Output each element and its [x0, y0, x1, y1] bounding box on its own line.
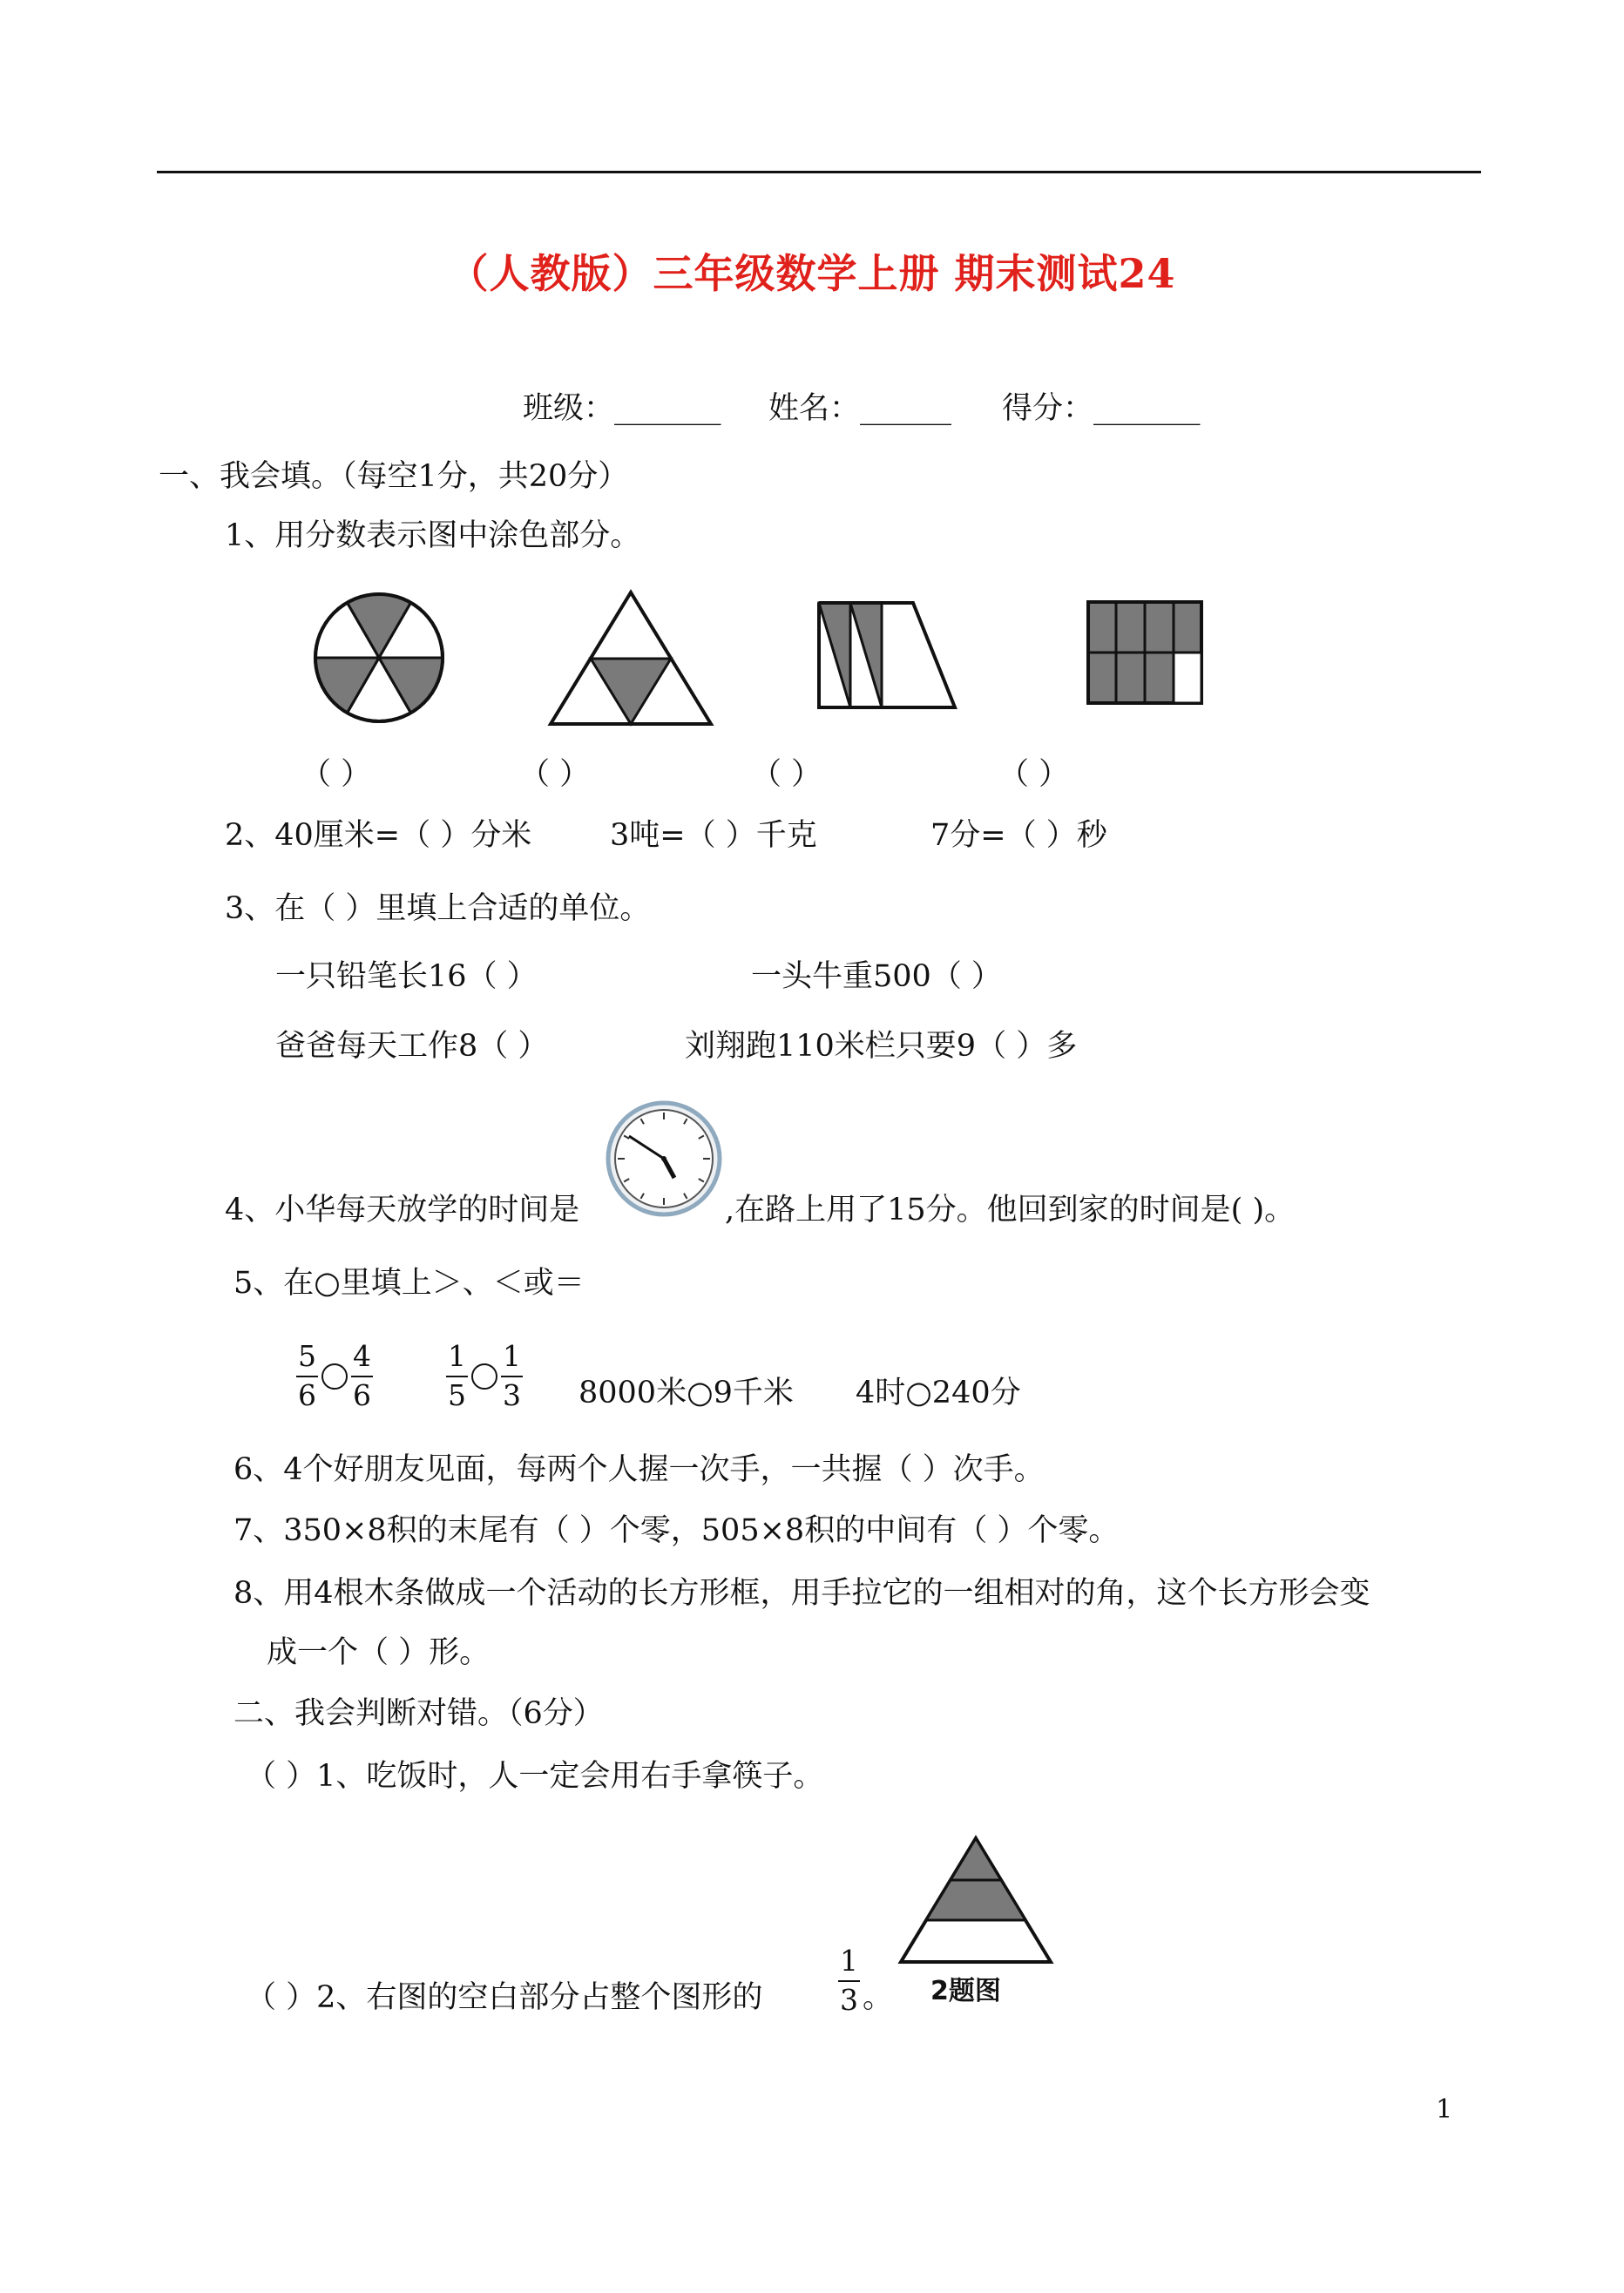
- q3-item-d: 刘翔跑110米栏只要9（ ）多: [685, 1029, 1078, 1064]
- q5-compare-4: 4时○240分: [856, 1376, 1021, 1410]
- q1-text: 1、用分数表示图中涂色部分。: [225, 518, 641, 553]
- q5-compare-3: 8000米○9千米: [579, 1376, 794, 1410]
- q3-text: 3、在（ ）里填上合适的单位。: [225, 891, 651, 926]
- judge-q2-end: 。: [863, 1980, 894, 2015]
- q3-item-b: 一头牛重500（ ）: [751, 959, 1002, 994]
- name-field: 姓名：______: [768, 391, 952, 426]
- figure-caption: 2题图: [930, 1976, 1001, 2006]
- clock-icon: [605, 1099, 723, 1218]
- judge-q2-fraction: [838, 1946, 860, 2015]
- page-title: （人教版）三年级数学上册 期末测试24: [448, 250, 1176, 297]
- section2-heading: 二、我会判断对错。（6分）: [233, 1696, 604, 1731]
- q3-item-c: 爸爸每天工作8（ ）: [275, 1029, 549, 1064]
- q1-blank-triangle[interactable]: （ ）: [519, 757, 591, 792]
- q2-part1: 2、40厘米=（ ）分米: [225, 818, 532, 853]
- q1-blank-rectangle[interactable]: （ ）: [751, 757, 822, 792]
- shaded-circle-figure: [305, 592, 453, 723]
- fraction-1-3-judge: $\frac{1}{3}$: [840, 1944, 858, 2017]
- fraction-1-3: $\frac{1}{3}$: [503, 1339, 521, 1412]
- fraction-1-5: $\frac{1}{5}$: [448, 1339, 466, 1412]
- q2-part2: 3吨=（ ）千克: [610, 818, 817, 853]
- q5-text: 5、在○里填上＞、＜或＝: [233, 1266, 585, 1301]
- q6-text: 6、4个好朋友见面，每两个人握一次手，一共握（ ）次手。: [233, 1452, 1045, 1487]
- q7-text: 7、350×8积的末尾有（ ）个零，505×8积的中间有（ ）个零。: [233, 1513, 1120, 1548]
- q4-text-before: 4、小华每天放学的时间是: [225, 1193, 580, 1228]
- q4-text-after: ,在路上用了15分。他回到家的时间是( )。: [725, 1193, 1296, 1228]
- q2-part3: 7分=（ ）秒: [930, 818, 1107, 853]
- page-number: 1: [1436, 2094, 1453, 2125]
- q1-blank-circle[interactable]: （ ）: [301, 757, 372, 792]
- header-rule: [157, 171, 1481, 173]
- class-field: 班级：_______: [523, 391, 721, 426]
- judge-q2-text: （ ）2、右图的空白部分占整个图形的: [246, 1980, 763, 2015]
- q8-text-line1: 8、用4根木条做成一个活动的长方形框，用手拉它的一组相对的角，这个长方形会变: [233, 1576, 1370, 1611]
- shaded-triangle-figure: [547, 589, 714, 728]
- fraction-5-6: $\frac{5}{6}$: [298, 1339, 316, 1412]
- q5-compare-2: [446, 1339, 523, 1412]
- compare-circle-1[interactable]: [321, 1363, 348, 1390]
- q5-compare-1: [296, 1339, 373, 1412]
- fraction-4-6: $\frac{4}{6}$: [353, 1339, 371, 1412]
- shaded-grid-figure: [1086, 599, 1204, 706]
- shaded-rectangle-figure: [815, 599, 964, 711]
- score-field: 得分：_______: [1002, 391, 1201, 426]
- q8-text-line2: 成一个（ ）形。: [267, 1635, 491, 1670]
- judge-q1: （ ）1、吃饭时，人一定会用右手拿筷子。: [246, 1759, 824, 1794]
- layered-triangle-figure: [897, 1835, 1054, 1965]
- section1-heading: 一、我会填。（每空1分，共20分）: [159, 459, 629, 494]
- q3-item-a: 一只铅笔长16（ ）: [275, 959, 538, 994]
- q1-blank-grid[interactable]: （ ）: [998, 757, 1070, 792]
- compare-circle-2[interactable]: [471, 1363, 497, 1390]
